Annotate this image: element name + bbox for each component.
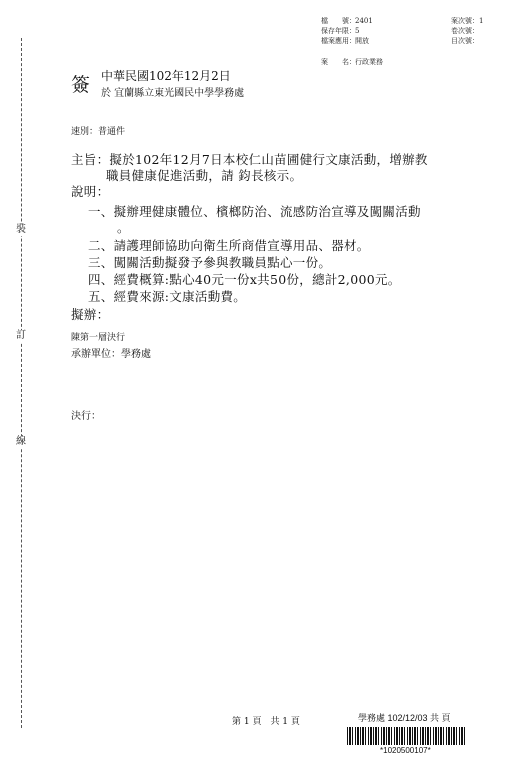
retention-label: 保存年限： xyxy=(321,27,356,35)
explanation-item-1: 一、擬辦理健康體位、檳榔防治、流感防治宣導及闖關活動 xyxy=(88,204,421,219)
explanation-item-5: 五、經費來源:文康活動費。 xyxy=(88,289,247,304)
retention-value: 5 xyxy=(355,27,360,35)
binding-mark-ding: 訂 xyxy=(13,330,29,342)
explanation-item-2: 二、請護理師協助向衛生所商借宣導用品、器材。 xyxy=(88,238,370,253)
barcode-number: *1020500107* xyxy=(380,746,431,755)
binding-mark-xian: 線 xyxy=(13,436,29,448)
explanation-item-1-cont: 。 xyxy=(117,220,130,235)
case-label: 案 名： xyxy=(321,58,356,66)
page-number: 第 1 頁 共 1 頁 xyxy=(232,717,300,727)
access-label: 檔案應用： xyxy=(321,37,356,45)
access-value: 開放 xyxy=(355,37,369,45)
meta-left-block xyxy=(321,16,373,46)
subject-line-2: 職員健康促進活動，請 鈞長核示。 xyxy=(106,168,303,183)
doc-date: 中華民國102年12月2日 xyxy=(101,69,231,83)
receipt-stamp: 學務處 102/12/03 共 頁 xyxy=(358,713,451,723)
item-label: 目次號： xyxy=(451,37,479,45)
case-name-row xyxy=(321,57,383,67)
explanation-item-3: 三、闖關活動擬發予參與教職員點心一份。 xyxy=(88,255,332,270)
handling-unit: 承辦單位：學務處 xyxy=(71,349,151,360)
explanation-label: 說明： xyxy=(71,184,110,199)
decision-label: 決行： xyxy=(71,411,101,422)
volume-label: 卷次號： xyxy=(451,27,479,35)
file-no-label: 檔 號： xyxy=(321,17,356,25)
doc-place: 於 宜蘭縣立東光國民中學學務處 xyxy=(101,88,245,99)
barcode xyxy=(347,727,466,745)
doc-type-sign: 簽 xyxy=(71,74,91,96)
binding-mark-zhuang: 裝 xyxy=(13,224,29,236)
case-seq-label: 案次號： xyxy=(451,17,479,25)
proposal-label: 擬辦： xyxy=(71,307,110,322)
classification: 速別：普通件 xyxy=(71,127,126,137)
subject-line-1: 主旨：擬於102年12月7日本校仁山苗圃健行文康活動，增辦教 xyxy=(71,152,428,167)
binding-line xyxy=(21,38,22,728)
case-value: 行政業務 xyxy=(355,58,383,66)
file-no-value: 2401 xyxy=(355,17,373,25)
case-seq-value: 1 xyxy=(479,17,484,25)
explanation-item-4: 四、經費概算:點心40元一份x共50份，總計2,000元。 xyxy=(88,272,401,287)
meta-right-block xyxy=(451,16,483,46)
approval-level: 陳第一層決行 xyxy=(71,333,126,343)
